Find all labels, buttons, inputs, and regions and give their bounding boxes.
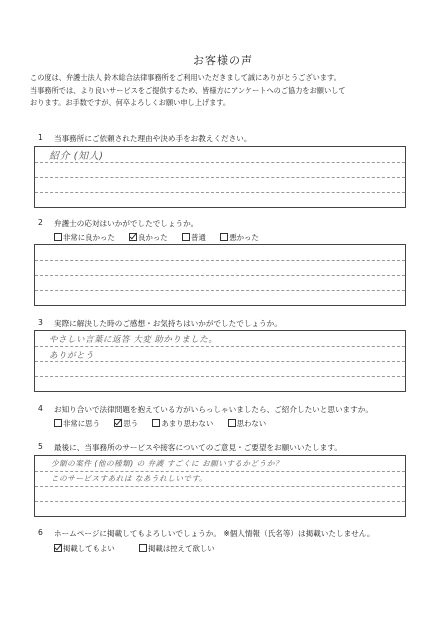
question-3-answer-line: ありがとう <box>49 351 95 361</box>
question-5-answer-line: このサービスすあれは なあうれしいです。 <box>51 474 208 483</box>
question-2-text: 弁護士の応対はいかがでしたでしょうか。 <box>54 219 199 228</box>
option[interactable]: 非常に良かった <box>54 232 115 243</box>
option[interactable]: 悪かった <box>220 232 259 243</box>
question-4-options <box>54 418 278 429</box>
option[interactable]: 思わない <box>228 418 267 429</box>
question-4-number: 4 <box>38 404 43 413</box>
intro-line: おります。お手数ですが、何卒よろしくお願い申し上げます。 <box>30 98 231 107</box>
checkbox[interactable] <box>182 233 190 241</box>
option[interactable]: あまり思わない <box>152 418 213 429</box>
question-1-answer: 紹介 (知人) <box>49 151 104 162</box>
page-title: お客様の声 <box>193 54 253 67</box>
checkbox-checked[interactable] <box>114 419 122 427</box>
question-3-text: 実際に解決した時のご感想・お気持ちはいかがでしたでしょうか。 <box>54 319 282 328</box>
question-5-answer-line: 少額の案件 (他の種類) の 弁護 すごくに お願いするかどうか？ <box>51 459 283 468</box>
question-5-answer-box[interactable] <box>34 455 406 517</box>
checkbox[interactable] <box>54 419 62 427</box>
question-1-number: 1 <box>38 133 43 142</box>
question-4-text: お知り合いで法律問題を抱えている方がいらっしゃいましたら、ご紹介したいと思いますか。 <box>54 405 373 414</box>
question-5-text: 最後に、当事務所のサービスや接客についてのご意見・ご要望をお願いいたします。 <box>54 443 342 452</box>
question-1-text: 当事務所にご依頼された理由や決め手をお教えください。 <box>54 134 252 143</box>
question-3-number: 3 <box>38 318 43 327</box>
question-6-options <box>54 543 227 554</box>
checkbox[interactable] <box>220 233 228 241</box>
checkbox[interactable] <box>228 419 236 427</box>
checkbox[interactable] <box>54 233 62 241</box>
question-3-answer-box[interactable] <box>34 330 406 392</box>
question-6-number: 6 <box>38 528 43 537</box>
option[interactable]: 掲載は控えて欲しい <box>139 543 215 554</box>
question-2-options <box>54 232 271 243</box>
option[interactable]: 非常に思う <box>54 418 100 429</box>
checkbox[interactable] <box>152 419 160 427</box>
question-2-answer-box[interactable] <box>34 244 406 306</box>
checkbox-checked[interactable] <box>129 233 137 241</box>
intro-text <box>30 72 422 110</box>
checkbox-checked[interactable] <box>54 544 62 552</box>
intro-line: この度は、弁護士法人 鈴木総合法律事務所をご利用いただきまして誠にありがとうございます。 <box>30 73 341 82</box>
question-3-answer-line: やさしい言葉に返答 大変 助かりました。 <box>49 335 218 345</box>
option[interactable]: 思う <box>114 418 138 429</box>
option[interactable]: 普通 <box>182 232 206 243</box>
question-6-text: ホームページに掲載してもよろしいでしょうか。 ※個人情報（氏名等）は掲載いたしません。 <box>54 529 375 538</box>
checkbox[interactable] <box>139 544 147 552</box>
question-1-answer-box[interactable] <box>34 146 406 208</box>
intro-line: 当事務所では、より良いサービスをご提供するため、皆様方にアンケートへのご協力をお願いして <box>30 85 346 95</box>
option[interactable]: 良かった <box>129 232 168 243</box>
option[interactable]: 掲載してもよい <box>54 543 115 554</box>
question-5-number: 5 <box>38 442 43 451</box>
question-2-number: 2 <box>38 218 43 227</box>
